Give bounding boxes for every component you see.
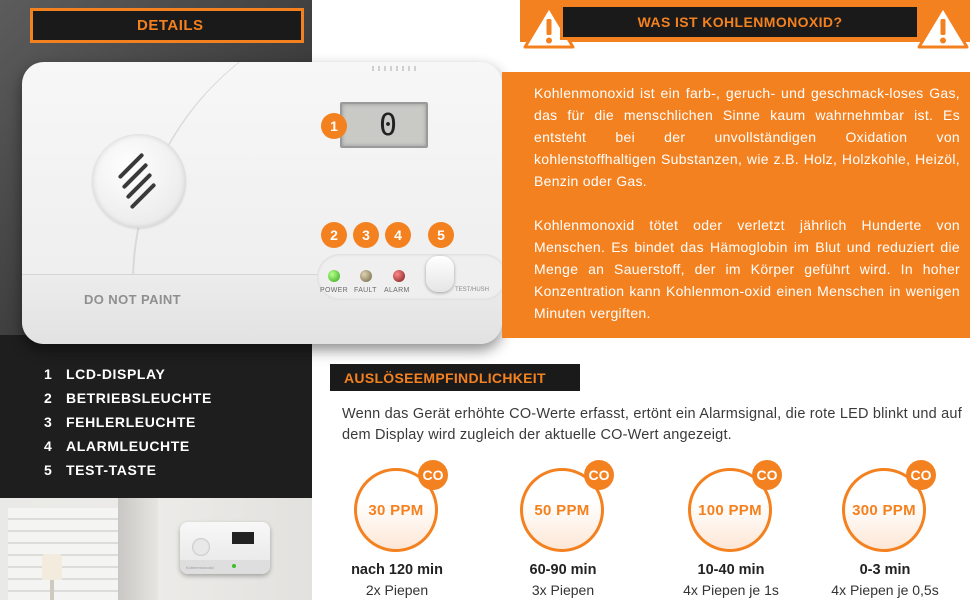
ppm-beep: 4x Piepen je 1s (683, 582, 779, 598)
co-badge: CO (906, 460, 936, 490)
device-grip (396, 66, 398, 71)
mini-device-text: Kohlenmonoxid (186, 565, 214, 570)
wall-shadow (118, 498, 158, 600)
ppm-value: 50 PPM (534, 501, 590, 519)
mini-led (232, 564, 236, 568)
ppm-time: 60-90 min (529, 562, 597, 578)
mounted-detector (180, 522, 270, 574)
legend-item (44, 462, 212, 486)
ppm-level (478, 462, 648, 600)
warning-heading: WAS IST KOHLENMONOXID? (560, 4, 920, 40)
lamp-stand (50, 580, 54, 600)
device-grip (378, 66, 380, 71)
legend-number: 1 (44, 366, 53, 382)
ppm-time: 10-40 min (697, 562, 765, 578)
ppm-value: 30 PPM (368, 501, 424, 519)
co-badge: CO (752, 460, 782, 490)
mini-lcd (232, 532, 254, 544)
co-badge: CO (418, 460, 448, 490)
power-label: POWER (320, 287, 348, 294)
warning-triangle-icon (917, 4, 969, 50)
sensitivity-description: Wenn das Gerät erhöhte CO-Werte erfasst, ertönt ein Alarmsignal, die rote LED blinkt und auf dem Display wird zugleich der aktuelle CO-Wert angezeigt. (342, 406, 962, 443)
legend-label: FEHLERLEUCHTE (66, 414, 196, 430)
ppm-time: 0-3 min (859, 562, 911, 578)
legend-item (44, 438, 212, 462)
mini-speaker (192, 538, 210, 556)
ppm-level (800, 462, 970, 600)
marker-4: 4 (385, 222, 411, 248)
ppm-level (312, 462, 482, 600)
staircase (8, 508, 118, 600)
ppm-time: nach 120 min (351, 562, 443, 578)
fault-led (360, 270, 372, 282)
marker-1: 1 (321, 113, 347, 139)
legend-number: 4 (44, 438, 53, 454)
legend-number: 2 (44, 390, 53, 406)
info-paragraph: Kohlenmonoxid tötet oder verletzt jährlich Hunderte von Menschen. Es bindet das Hämoglobin im Blut und reduziert die Menge an Sauerstoff, der im Körper geführt wird. In hoher Konzentration kann Kohlenmon-oxid einen Menschen in wenigen Minuten vergiften. (534, 217, 960, 321)
power-led (328, 270, 340, 282)
device-grip (372, 66, 374, 71)
device-grip (390, 66, 392, 71)
test-hush-button[interactable] (426, 256, 454, 292)
legend-label: LCD-DISPLAY (66, 366, 166, 382)
component-legend (44, 366, 212, 486)
legend-label: ALARMLEUCHTE (66, 438, 190, 454)
marker-5: 5 (428, 222, 454, 248)
legend-label: TEST-TASTE (66, 462, 157, 478)
ppm-value: 100 PPM (698, 501, 762, 519)
info-paragraph: Kohlenmonoxid ist ein farb-, geruch- und geschmack-loses Gas, das für die menschlichen Sinne kaum wahrnehmbar ist. Es entsteht bei der unvollständigen Oxidation von kohlenstoffhaltigen Substanzen, wie z.B. Holz, Holzkohle, Heizöl, Benzin oder Gas. (534, 85, 960, 189)
legend-label: BETRIEBSLEUCHTE (66, 390, 212, 406)
alarm-led (393, 270, 405, 282)
ppm-beep: 2x Piepen (365, 582, 429, 598)
ppm-beep: 4x Piepen je 0,5s (831, 582, 939, 598)
ppm-level (646, 462, 816, 600)
device-grip (414, 66, 416, 71)
co-badge: CO (584, 460, 614, 490)
device-grip (384, 66, 386, 71)
alarm-label: ALARM (384, 287, 410, 294)
details-heading: DETAILS (30, 8, 304, 43)
legend-number: 3 (44, 414, 53, 430)
co-detector-device (22, 62, 502, 344)
legend-item (44, 366, 212, 390)
test-hush-label: TEST/HUSH (455, 287, 490, 293)
do-not-paint-label: DO NOT PAINT (84, 292, 181, 307)
marker-2: 2 (321, 222, 347, 248)
ppm-value: 300 PPM (852, 501, 916, 519)
lamp (42, 554, 62, 580)
legend-item (44, 390, 212, 414)
legend-number: 5 (44, 462, 53, 478)
sensitivity-heading: AUSLÖSEEMPFINDLICHKEIT (330, 364, 580, 391)
marker-3: 3 (353, 222, 379, 248)
ppm-beep: 3x Piepen (531, 582, 595, 598)
fault-label: FAULT (354, 287, 377, 294)
device-grip (408, 66, 410, 71)
info-text (534, 82, 960, 346)
speaker-grille (92, 134, 186, 228)
legend-item (44, 414, 212, 438)
lcd-display: 0 (340, 102, 428, 148)
device-grip (402, 66, 404, 71)
room-photo (0, 498, 312, 600)
